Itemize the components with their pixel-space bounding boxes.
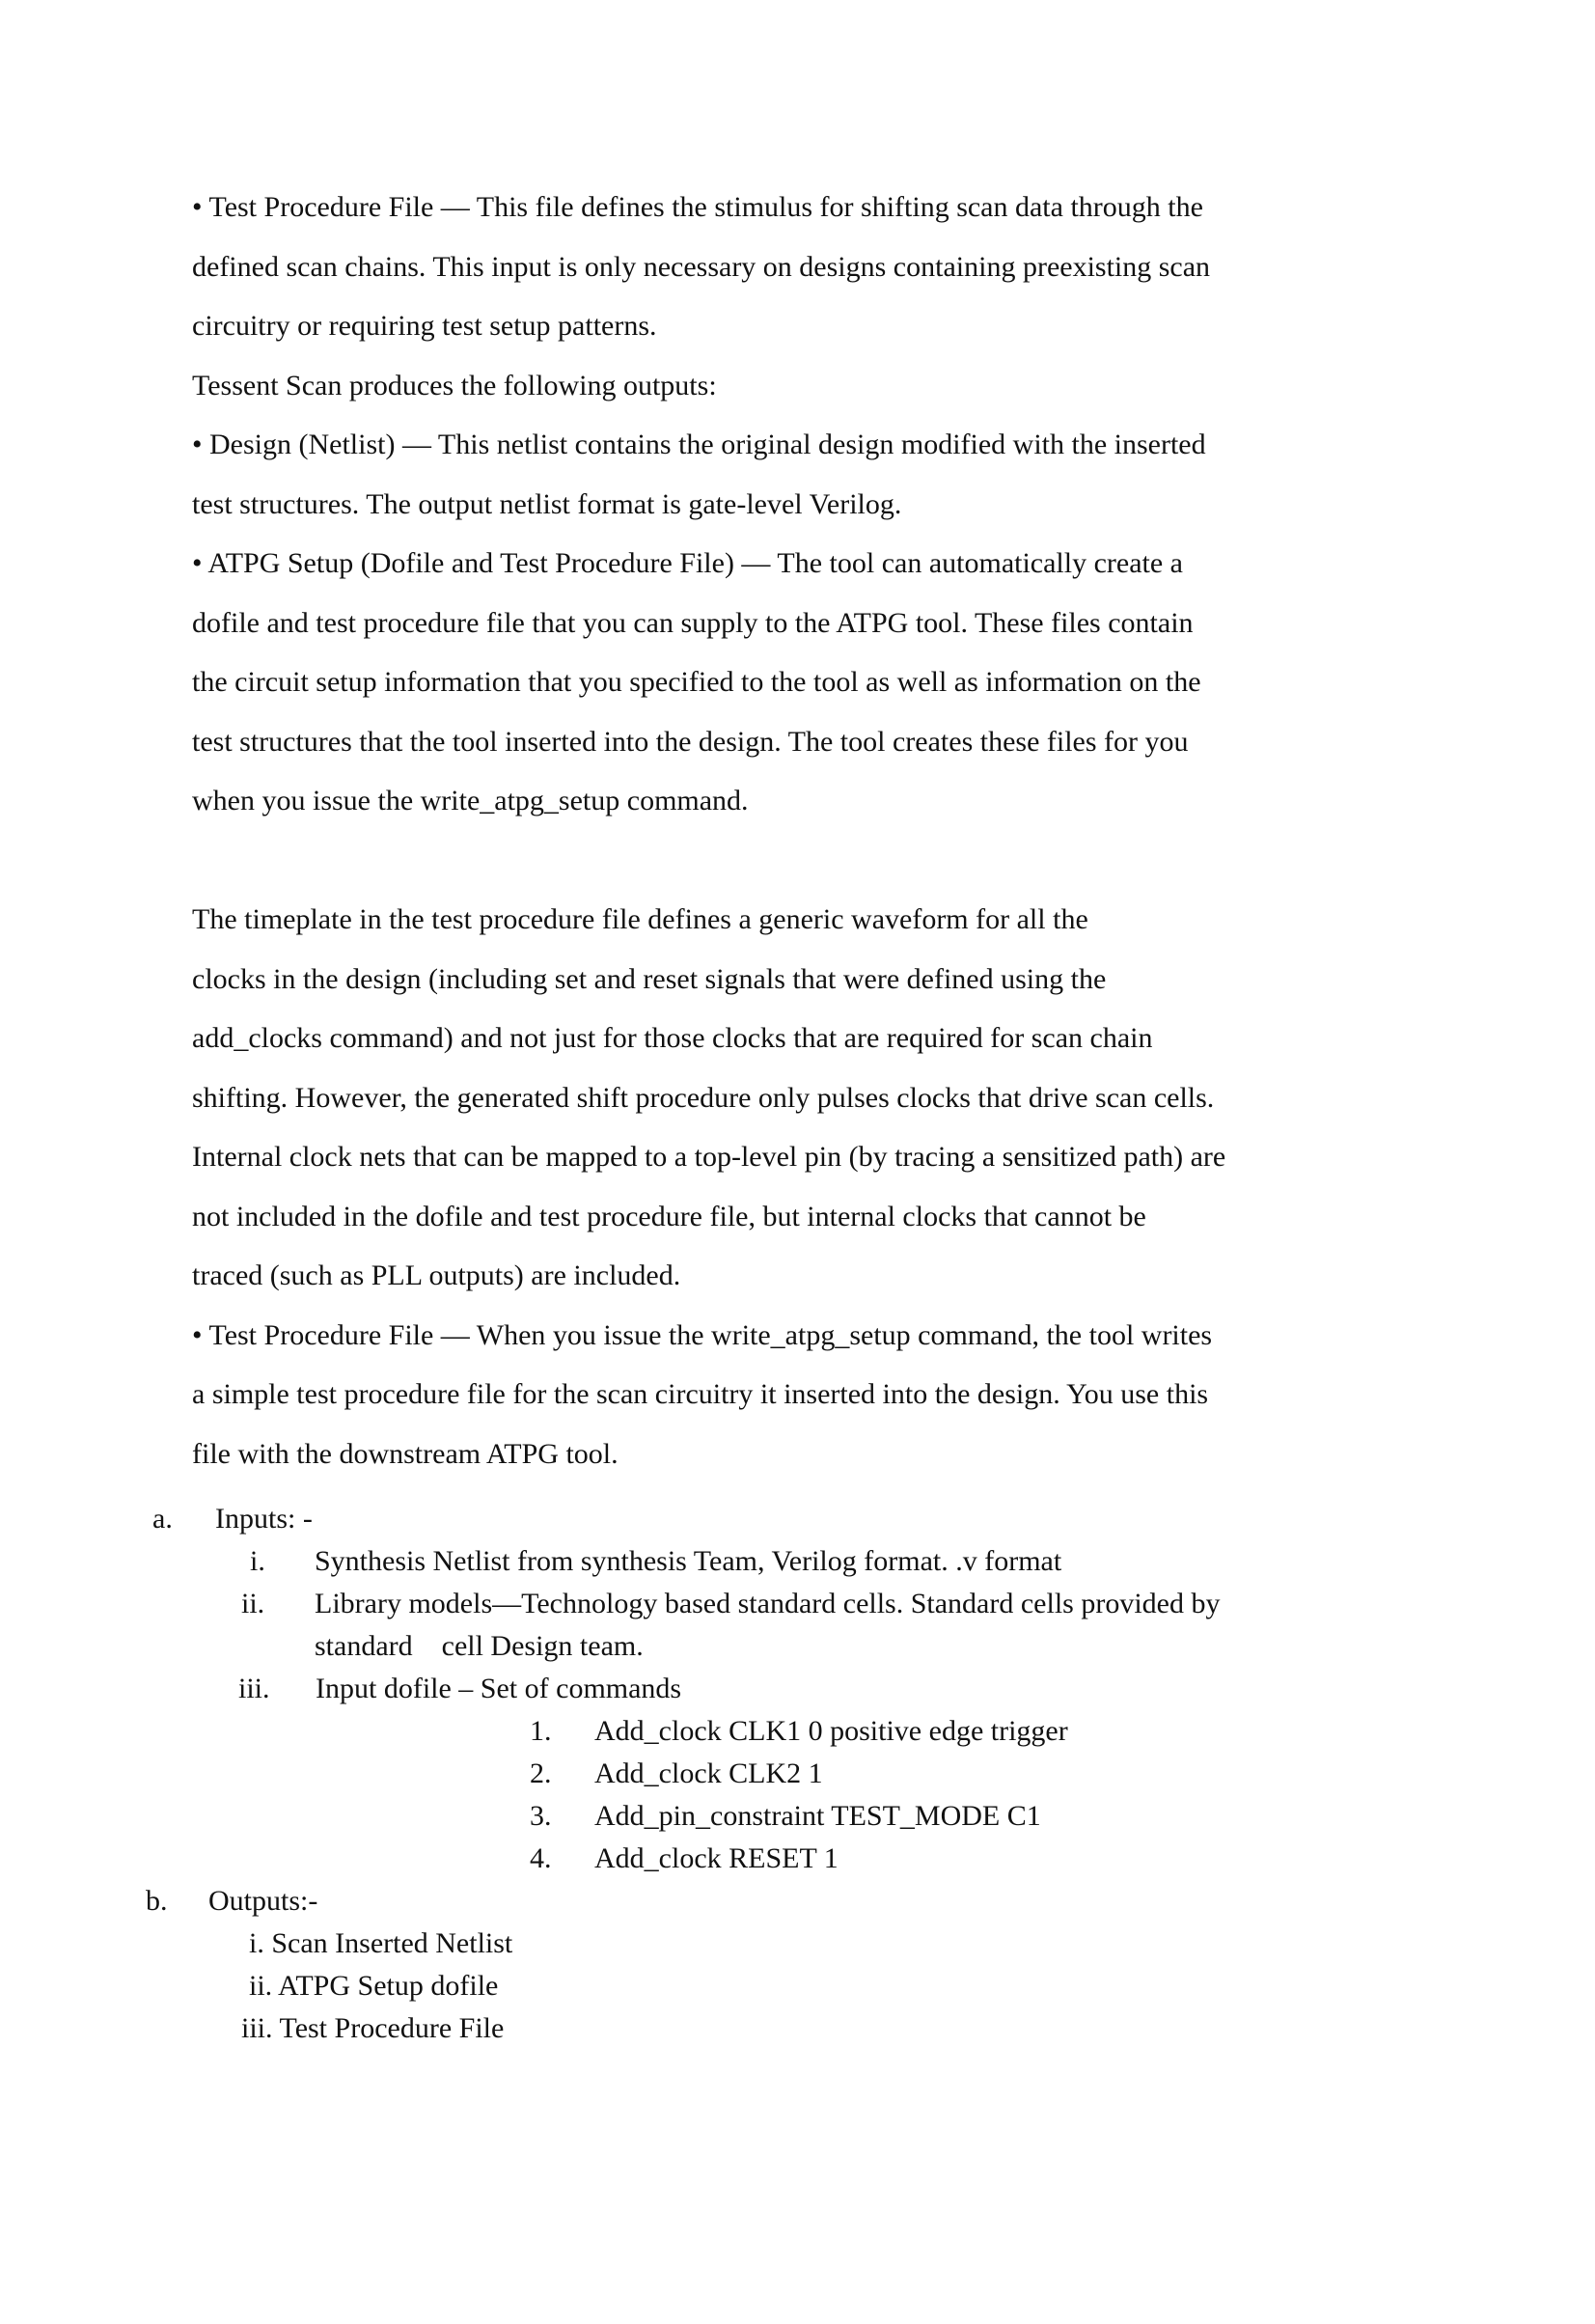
outputs-item-atpg-setup-dofile: ii. ATPG Setup dofile bbox=[249, 1970, 499, 2002]
timeplate-paragraph-line-5: Internal clock nets that can be mapped to a top-level pin (by tracing a sensitized path) are bbox=[192, 1141, 1226, 1173]
command-number: 1. bbox=[530, 1715, 552, 1747]
outputs-intro-text: Tessent Scan produces the following outputs: bbox=[192, 370, 717, 401]
roman-marker: i. bbox=[250, 1545, 265, 1577]
bullet-atpg-setup-line-4: test structures that the tool inserted into the design. The tool creates these files for you bbox=[192, 726, 1189, 758]
timeplate-paragraph-line-4: shifting. However, the generated shift procedure only pulses clocks that drive scan cells. bbox=[192, 1082, 1215, 1114]
outputs-heading: Outputs:- bbox=[208, 1885, 318, 1917]
command-text: Add_pin_constraint TEST_MODE C1 bbox=[594, 1800, 1041, 1832]
bullet-test-procedure-file-line-1: • Test Procedure File — This file defines the stimulus for shifting scan data through the bbox=[192, 191, 1203, 223]
bullet-atpg-setup-line-2: dofile and test procedure file that you can supply to the ATPG tool. These files contain bbox=[192, 607, 1194, 639]
bullet-test-procedure-output-line-2: a simple test procedure file for the scan circuitry it inserted into the design. You use this bbox=[192, 1378, 1209, 1410]
timeplate-paragraph-line-3: add_clocks command) and not just for those clocks that are required for scan chain bbox=[192, 1022, 1153, 1054]
bullet-test-procedure-output-line-3: file with the downstream ATPG tool. bbox=[192, 1438, 619, 1470]
inputs-item-text-continuation: standard cell Design team. bbox=[315, 1630, 644, 1662]
inputs-item-text: Input dofile – Set of commands bbox=[316, 1673, 682, 1704]
command-text: Add_clock CLK1 0 positive edge trigger bbox=[594, 1715, 1068, 1747]
command-number: 4. bbox=[530, 1842, 552, 1874]
inputs-item-text: Library models—Technology based standard cells. Standard cells provided by bbox=[315, 1588, 1221, 1619]
timeplate-paragraph-line-7: traced (such as PLL outputs) are included. bbox=[192, 1259, 681, 1291]
roman-marker: ii. bbox=[241, 1588, 265, 1619]
bullet-design-netlist-line-2: test structures. The output netlist format is gate-level Verilog. bbox=[192, 488, 902, 520]
bullet-test-procedure-file-line-3: circuitry or requiring test setup patterns. bbox=[192, 310, 657, 342]
bullet-test-procedure-file-line-2: defined scan chains. This input is only necessary on designs containing preexisting scan bbox=[192, 251, 1211, 283]
timeplate-paragraph-line-6: not included in the dofile and test procedure file, but internal clocks that cannot be bbox=[192, 1201, 1146, 1232]
timeplate-paragraph-line-1: The timeplate in the test procedure file defines a generic waveform for all the bbox=[192, 903, 1088, 935]
inputs-heading: Inputs: - bbox=[215, 1503, 313, 1535]
bullet-atpg-setup-line-1: • ATPG Setup (Dofile and Test Procedure File) — The tool can automatically create a bbox=[192, 547, 1184, 579]
inputs-list-marker: a. bbox=[152, 1503, 173, 1535]
command-text: Add_clock RESET 1 bbox=[594, 1842, 839, 1874]
roman-marker: iii. bbox=[238, 1673, 270, 1704]
command-number: 2. bbox=[530, 1757, 552, 1789]
bullet-atpg-setup-line-3: the circuit setup information that you specified to the tool as well as information on the bbox=[192, 666, 1201, 698]
timeplate-paragraph-line-2: clocks in the design (including set and reset signals that were defined using the bbox=[192, 963, 1107, 995]
bullet-atpg-setup-line-5: when you issue the write_atpg_setup command. bbox=[192, 785, 749, 816]
outputs-item-scan-inserted-netlist: i. Scan Inserted Netlist bbox=[249, 1927, 513, 1959]
command-text: Add_clock CLK2 1 bbox=[594, 1757, 823, 1789]
bullet-test-procedure-output-line-1: • Test Procedure File — When you issue the write_atpg_setup command, the tool writes bbox=[192, 1319, 1213, 1351]
inputs-item-text: Synthesis Netlist from synthesis Team, Verilog format. .v format bbox=[315, 1545, 1062, 1577]
command-number: 3. bbox=[530, 1800, 552, 1832]
bullet-design-netlist-line-1: • Design (Netlist) — This netlist contains the original design modified with the inserted bbox=[192, 429, 1206, 460]
outputs-list-marker: b. bbox=[146, 1885, 168, 1917]
outputs-item-test-procedure-file: iii. Test Procedure File bbox=[241, 2012, 505, 2044]
